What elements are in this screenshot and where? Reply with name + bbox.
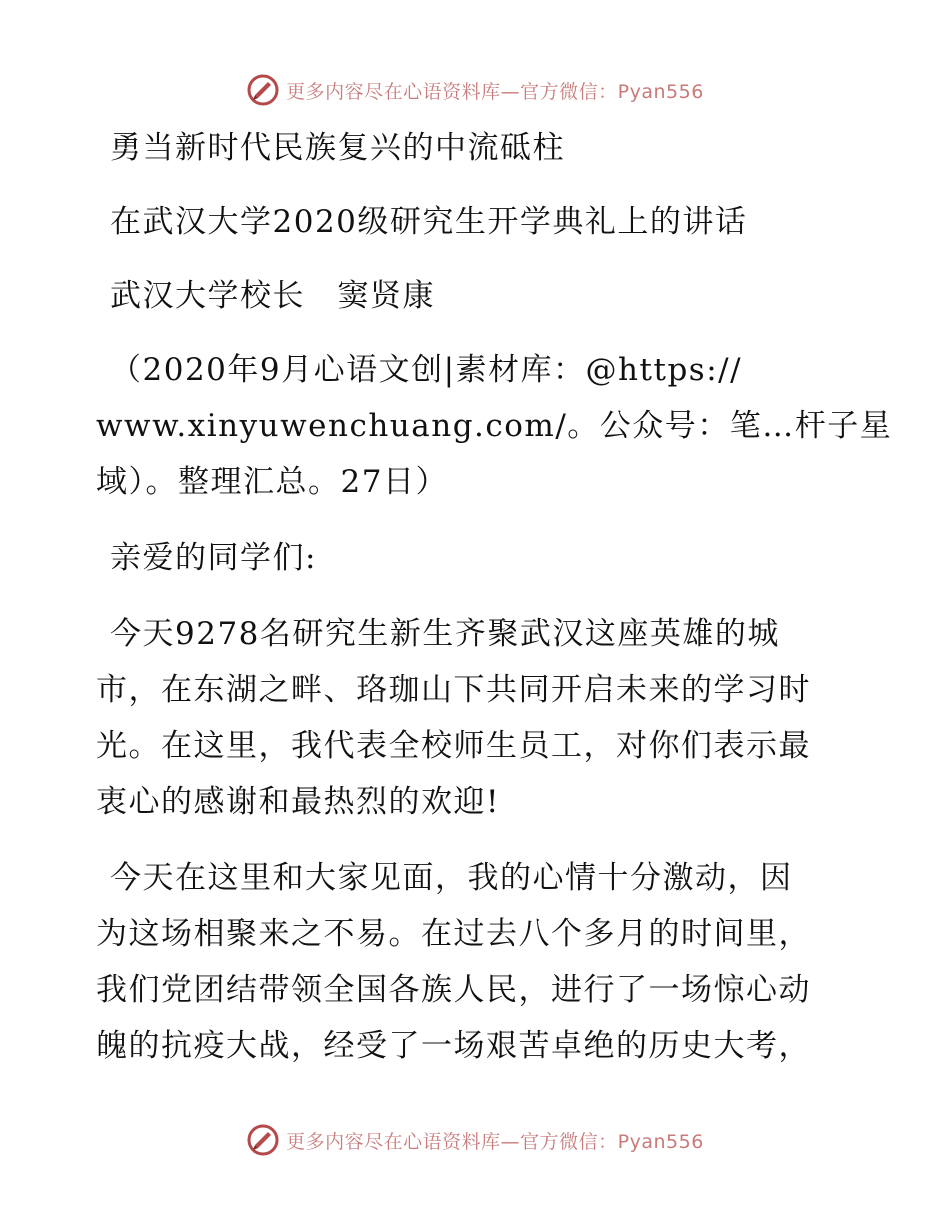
banner-text: 更多内容尽在心语资料库—官方微信：Pyan556 [286,1130,704,1153]
source-line: 域）。整理汇总。27日） [96,464,448,500]
brand-logo-icon [246,73,280,107]
source-note [96,342,893,510]
paragraph-line: 我们党团结带领全国各族人民，进行了一场惊心动 [96,972,811,1008]
document-subtitle: 在武汉大学2020级研究生开学典礼上的讲话 [110,204,748,240]
header-banner [0,70,950,110]
paragraph-2 [96,850,856,1074]
paragraph-line: 为这场相聚来之不易。在过去八个多月的时间里， [96,916,811,952]
document-author: 武汉大学校长 窦贤康 [110,278,435,314]
footer-banner [0,1120,950,1160]
paragraph-line: 衷心的感谢和最热烈的欢迎! [96,784,500,820]
paragraph-line: 市，在东湖之畔、珞珈山下共同开启未来的学习时 [96,672,811,708]
greeting: 亲爱的同学们: [110,540,317,576]
paragraph-line: 今天9278名研究生新生齐聚武汉这座英雄的城 [110,616,780,652]
source-line: （2020年9月心语文创|素材库：@https:// [110,352,743,388]
paragraph-line: 光。在这里，我代表全校师生员工，对你们表示最 [96,728,811,764]
brand-logo-icon [246,1123,280,1157]
paragraph-1 [96,606,856,830]
document-title: 勇当新时代民族复兴的中流砥柱 [110,130,565,166]
source-line: www.xinyuwenchuang.com/。公众号：笔…杆子星 [96,408,893,444]
paragraph-line: 今天在这里和大家见面，我的心情十分激动，因 [110,860,793,896]
paragraph-line: 魄的抗疫大战，经受了一场艰苦卓绝的历史大考， [96,1028,811,1064]
banner-text: 更多内容尽在心语资料库—官方微信：Pyan556 [286,80,704,103]
document-body [96,120,893,1074]
